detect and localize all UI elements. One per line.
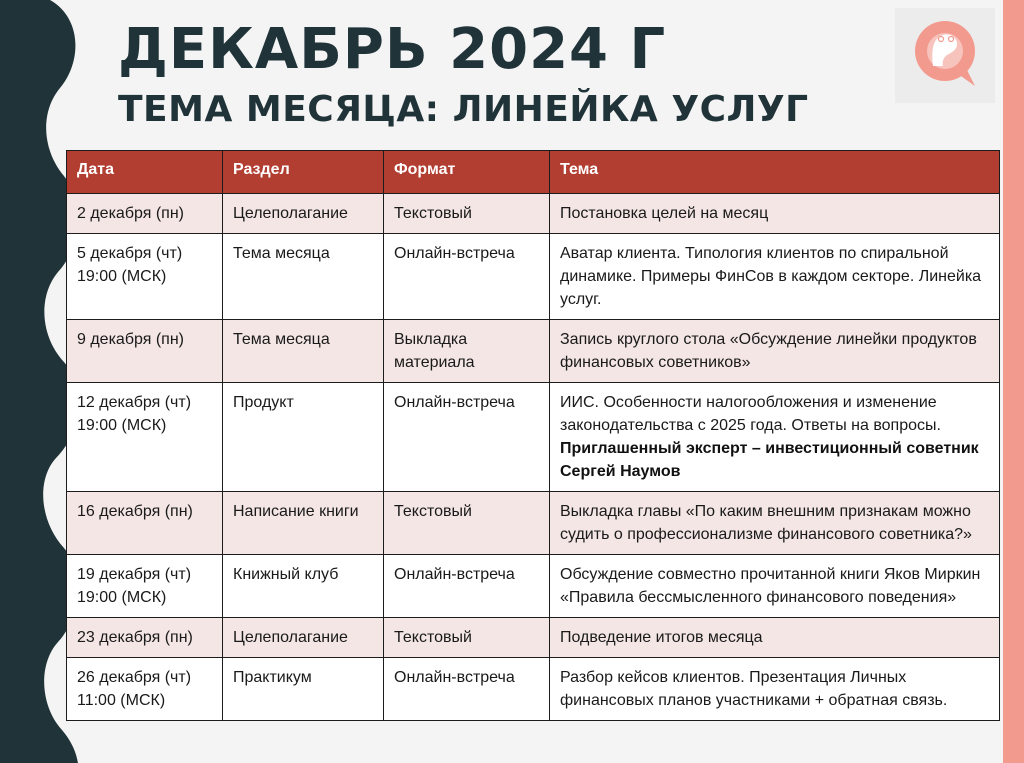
page-subtitle: ТЕМА МЕСЯЦА: ЛИНЕЙКА УСЛУГ [118, 89, 809, 130]
format-cell: Онлайн-встреча [384, 555, 550, 618]
date-text: 26 декабря (чт) [77, 669, 192, 686]
date-text: 16 декабря (пн) [77, 503, 193, 520]
date-text: 19 декабря (чт) [77, 566, 192, 583]
section-cell: Тема месяца [223, 234, 384, 320]
column-header-section: Раздел [223, 151, 384, 194]
date-cell [67, 320, 223, 383]
right-decorative-band [1003, 0, 1024, 763]
format-cell: Онлайн-встреча [384, 658, 550, 721]
date-text: 5 декабря (чт) [77, 245, 183, 262]
section-cell: Практикум [223, 658, 384, 721]
topic-text: Запись круглого стола «Обсуждение линейки продуктов финансовых советников» [560, 331, 977, 371]
speech-bubble-logo-icon [895, 8, 995, 103]
section-cell: Целеполагание [223, 194, 384, 234]
table-row [67, 234, 1000, 320]
topic-text: Подведение итогов месяца [560, 629, 763, 646]
section-cell: Книжный клуб [223, 555, 384, 618]
invited-expert-text: Приглашенный эксперт – инвестиционный советник Сергей Наумов [560, 440, 979, 480]
column-header-date: Дата [67, 151, 223, 194]
date-text: 2 декабря (пн) [77, 205, 184, 222]
time-text: 19:00 (МСК) [77, 417, 167, 434]
topic-cell [550, 194, 1000, 234]
column-header-format: Формат [384, 151, 550, 194]
topic-text: ИИС. Особенности налогообложения и изменение законодательства с 2025 года. Ответы на вопросы. [560, 394, 941, 434]
section-cell: Тема месяца [223, 320, 384, 383]
topic-cell [550, 618, 1000, 658]
format-cell: Онлайн-встреча [384, 234, 550, 320]
topic-cell [550, 234, 1000, 320]
topic-text: Аватар клиента. Типология клиентов по спиральной динамике. Примеры ФинСов в каждом секторе. Линейка услуг. [560, 245, 982, 308]
table-row [67, 320, 1000, 383]
schedule-table [66, 150, 1000, 721]
date-cell [67, 658, 223, 721]
topic-text: Выкладка главы «По каким внешним признакам можно судить о профессионализме финансового советника?» [560, 503, 972, 543]
table-row [67, 618, 1000, 658]
format-cell: Онлайн-встреча [384, 383, 550, 492]
date-cell [67, 194, 223, 234]
section-cell: Целеполагание [223, 618, 384, 658]
table-row [67, 555, 1000, 618]
topic-text: Обсуждение совместно прочитанной книги Яков Миркин «Правила бессмысленного финансового поведения» [560, 566, 981, 606]
date-cell [67, 383, 223, 492]
format-cell: Выкладка материала [384, 320, 550, 383]
topic-cell [550, 658, 1000, 721]
time-text: 19:00 (МСК) [77, 589, 167, 606]
section-cell: Продукт [223, 383, 384, 492]
topic-cell [550, 492, 1000, 555]
format-cell: Текстовый [384, 492, 550, 555]
table-header-row [67, 151, 1000, 194]
date-cell [67, 555, 223, 618]
table-row [67, 383, 1000, 492]
column-header-topic: Тема [550, 151, 1000, 194]
section-cell: Написание книги [223, 492, 384, 555]
table-row [67, 492, 1000, 555]
time-text: 19:00 (МСК) [77, 268, 167, 285]
table-row [67, 194, 1000, 234]
format-cell: Текстовый [384, 618, 550, 658]
topic-cell [550, 320, 1000, 383]
table-row [67, 658, 1000, 721]
date-text: 23 декабря (пн) [77, 629, 193, 646]
date-cell [67, 234, 223, 320]
date-cell [67, 492, 223, 555]
topic-text: Разбор кейсов клиентов. Презентация Личных финансовых планов участниками + обратная связь. [560, 669, 948, 709]
topic-text: Постановка целей на месяц [560, 205, 769, 222]
topic-cell [550, 555, 1000, 618]
date-text: 12 декабря (чт) [77, 394, 192, 411]
time-text: 11:00 (МСК) [77, 692, 166, 709]
date-text: 9 декабря (пн) [77, 331, 184, 348]
title-block [118, 17, 878, 130]
page-title: ДЕКАБРЬ 2024 Г [118, 17, 667, 82]
date-cell [67, 618, 223, 658]
logo [895, 8, 995, 103]
format-cell: Текстовый [384, 194, 550, 234]
topic-cell [550, 383, 1000, 492]
